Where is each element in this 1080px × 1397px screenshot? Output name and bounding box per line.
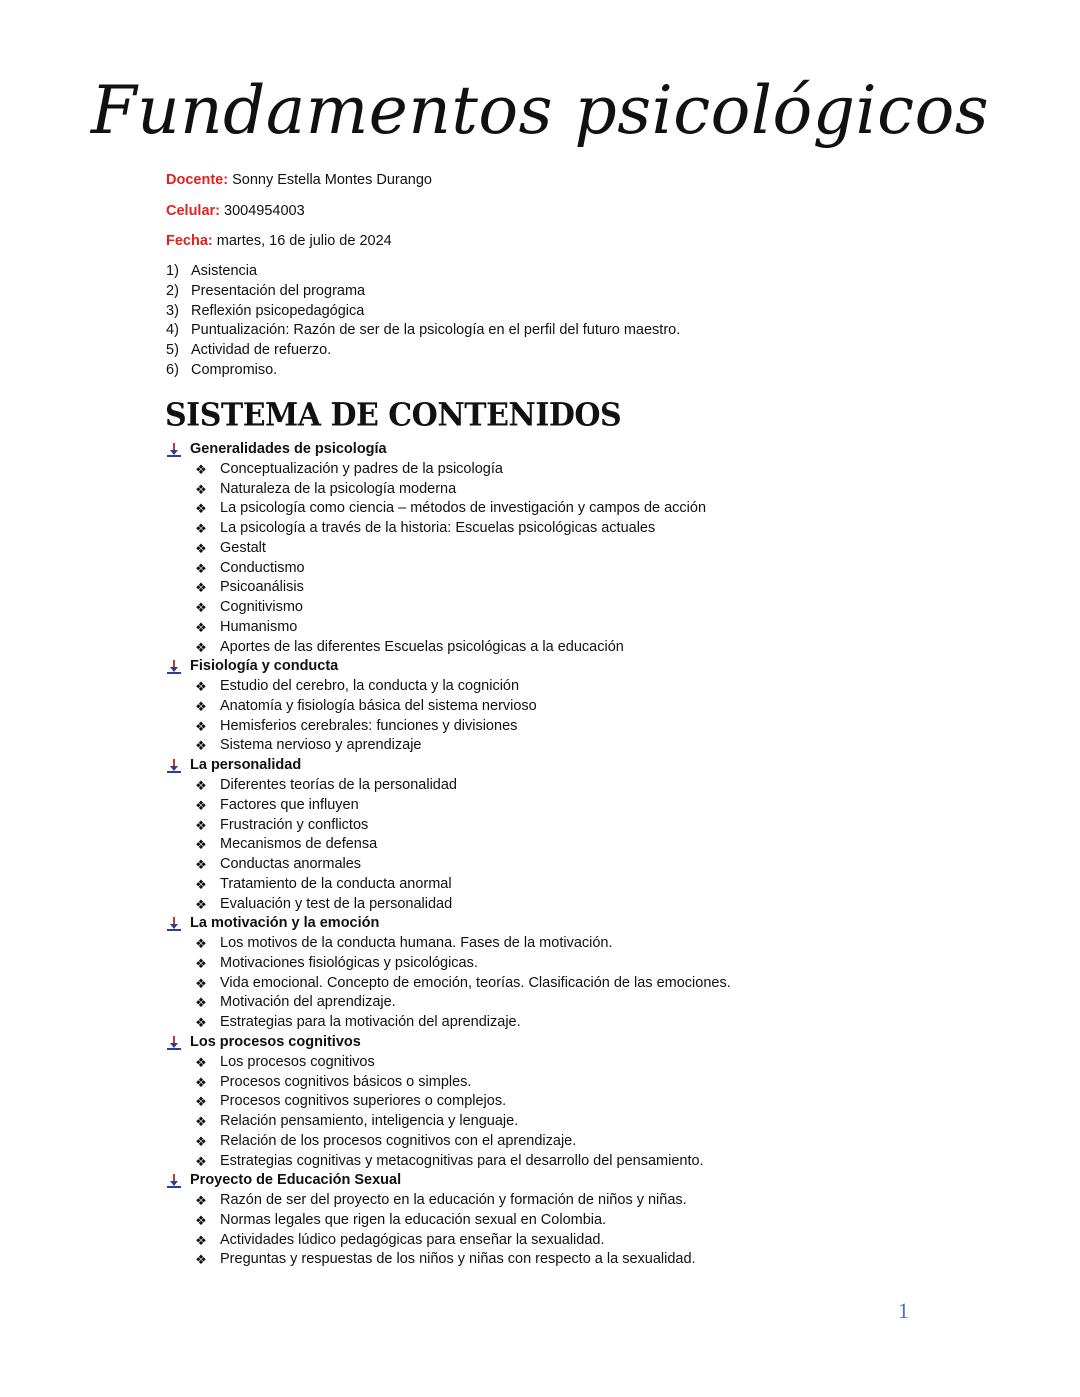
list-item-text: Conductas anormales <box>220 856 362 873</box>
diamond-bullet-icon: ❖ <box>195 501 207 517</box>
topic-title: Proyecto de Educación Sexual <box>190 1172 402 1189</box>
list-item <box>166 1112 926 1132</box>
meta-value: Sonny Estella Montes Durango <box>232 172 432 188</box>
agenda-text: Compromiso. <box>191 361 278 378</box>
agenda-text: Presentación del programa <box>191 282 366 299</box>
diamond-bullet-icon: ❖ <box>195 560 207 576</box>
list-item <box>166 1013 926 1033</box>
list-item-text: Conductismo <box>220 559 305 576</box>
list-item <box>166 1132 926 1152</box>
agenda-number: 3) <box>166 302 179 319</box>
list-item-text: Evaluación y test de la personalidad <box>220 895 453 912</box>
diamond-bullet-icon: ❖ <box>195 995 207 1011</box>
list-item <box>166 559 926 579</box>
diamond-bullet-icon: ❖ <box>195 521 207 537</box>
list-item <box>166 480 926 500</box>
diamond-bullet-icon: ❖ <box>195 1212 207 1228</box>
diamond-bullet-icon: ❖ <box>195 955 207 971</box>
list-item <box>166 1152 926 1172</box>
list-item <box>166 934 926 954</box>
meta-teacher <box>166 170 432 190</box>
list-item <box>166 499 926 519</box>
list-item <box>166 1191 926 1211</box>
list-item-text: Sistema nervioso y aprendizaje <box>220 737 422 754</box>
topic-heading <box>166 1171 926 1191</box>
diamond-bullet-icon: ❖ <box>195 975 207 991</box>
diamond-bullet-icon: ❖ <box>195 1054 207 1070</box>
agenda-item <box>166 282 680 302</box>
diamond-bullet-icon: ❖ <box>195 1015 207 1031</box>
list-item-text: Gestalt <box>220 539 266 556</box>
list-item-text: Preguntas y respuestas de los niños y niñas con respecto a la sexualidad. <box>220 1251 696 1268</box>
list-item-text: Los procesos cognitivos <box>220 1053 375 1070</box>
meta-value: martes, 16 de julio de 2024 <box>216 233 392 249</box>
list-item <box>166 697 926 717</box>
topic-heading <box>166 657 926 677</box>
agenda-number: 1) <box>166 263 179 279</box>
diamond-bullet-icon: ❖ <box>195 600 207 616</box>
agenda-text: Actividad de refuerzo. <box>191 342 332 359</box>
diamond-bullet-icon: ❖ <box>195 698 207 714</box>
list-item-text: Factores que influyen <box>220 796 359 813</box>
list-item <box>166 638 926 658</box>
diamond-bullet-icon: ❖ <box>195 1252 207 1268</box>
page-number: 1 <box>898 1298 909 1323</box>
diamond-bullet-icon: ❖ <box>195 778 207 794</box>
list-item-text: Estudio del cerebro, la conducta y la cognición <box>220 678 520 695</box>
diamond-bullet-icon: ❖ <box>195 1074 207 1090</box>
list-item-text: Normas legales que rigen la educación sexual en Colombia. <box>220 1211 607 1228</box>
list-item-text: Actividades lúdico pedagógicas para enseñar la sexualidad. <box>220 1231 605 1248</box>
list-item <box>166 954 926 974</box>
diamond-bullet-icon: ❖ <box>195 738 207 754</box>
list-item-text: Motivación del aprendizaje. <box>220 994 396 1011</box>
section-title: SISTEMA DE CONTENIDOS <box>165 397 622 434</box>
topic-title: La motivación y la emoción <box>190 915 380 932</box>
list-item-text: Vida emocional. Concepto de emoción, teorías. Clasificación de las emociones. <box>220 974 731 991</box>
list-item-text: Los motivos de la conducta humana. Fases de la motivación. <box>220 935 613 952</box>
list-item-text: Razón de ser del proyecto en la educación y formación de niños y niñas. <box>220 1192 687 1209</box>
list-item-text: Anatomía y fisiología básica del sistema nervioso <box>220 697 537 714</box>
agenda-item <box>166 302 680 322</box>
list-item <box>166 776 926 796</box>
diamond-bullet-icon: ❖ <box>195 896 207 912</box>
list-item-text: Mecanismos de defensa <box>220 836 378 853</box>
list-item <box>166 1073 926 1093</box>
list-item <box>166 1231 926 1251</box>
topic-title: Los procesos cognitivos <box>190 1033 361 1050</box>
topic-title: La personalidad <box>190 757 302 774</box>
list-item-text: Conceptualización y padres de la psicología <box>220 460 503 477</box>
diamond-bullet-icon: ❖ <box>195 1232 207 1248</box>
diamond-bullet-icon: ❖ <box>195 1193 207 1209</box>
list-item-text: Frustración y conflictos <box>220 816 369 833</box>
diamond-bullet-icon: ❖ <box>195 1153 207 1169</box>
list-item <box>166 677 926 697</box>
list-item-text: La psicología a través de la historia: Escuelas psicológicas actuales <box>220 520 656 537</box>
list-item <box>166 460 926 480</box>
diamond-bullet-icon: ❖ <box>195 639 207 655</box>
agenda-text: Puntualización: Razón de ser de la psicología en el perfil del futuro maestro. <box>191 322 681 339</box>
list-item <box>166 835 926 855</box>
list-item <box>166 816 926 836</box>
agenda-number: 2) <box>166 282 179 299</box>
page-title: Fundamentos psicológicos <box>90 72 990 149</box>
meta-value: 3004954003 <box>224 203 305 219</box>
arrow-down-icon <box>166 916 182 932</box>
diamond-bullet-icon: ❖ <box>195 857 207 873</box>
diamond-bullet-icon: ❖ <box>195 679 207 695</box>
list-item <box>166 519 926 539</box>
list-item <box>166 855 926 875</box>
topic-heading <box>166 914 926 934</box>
list-item-text: Psicoanálisis <box>220 579 304 596</box>
list-item <box>166 796 926 816</box>
meta-label: Docente: <box>166 172 229 188</box>
diamond-bullet-icon: ❖ <box>195 1133 207 1149</box>
agenda-item <box>166 341 680 361</box>
list-item <box>166 1053 926 1073</box>
list-item-text: Relación de los procesos cognitivos con el aprendizaje. <box>220 1132 577 1149</box>
diamond-bullet-icon: ❖ <box>195 540 207 556</box>
list-item-text: Aportes de las diferentes Escuelas psicológicas a la educación <box>220 638 624 655</box>
contents-list <box>166 440 926 1270</box>
list-item-text: Diferentes teorías de la personalidad <box>220 777 457 794</box>
list-item <box>166 993 926 1013</box>
list-item <box>166 598 926 618</box>
topic-heading <box>166 756 926 776</box>
list-item <box>166 717 926 737</box>
agenda-item <box>166 361 680 381</box>
arrow-down-icon <box>166 1035 182 1051</box>
list-item <box>166 539 926 559</box>
agenda-item <box>166 262 680 282</box>
arrow-down-icon <box>166 442 182 458</box>
list-item-text: Motivaciones fisiológicas y psicológicas. <box>220 954 478 971</box>
list-item <box>166 895 926 915</box>
list-item <box>166 1211 926 1231</box>
list-item-text: Estrategias para la motivación del aprendizaje. <box>220 1014 521 1031</box>
list-item <box>166 736 926 756</box>
topic-heading <box>166 1033 926 1053</box>
list-item <box>166 1250 926 1270</box>
agenda-number: 6) <box>166 361 179 378</box>
diamond-bullet-icon: ❖ <box>195 936 207 952</box>
list-item-text: Relación pensamiento, inteligencia y lenguaje. <box>220 1113 519 1130</box>
diamond-bullet-icon: ❖ <box>195 1114 207 1130</box>
agenda-text: Reflexión psicopedagógica <box>191 302 365 319</box>
diamond-bullet-icon: ❖ <box>195 1094 207 1110</box>
list-item-text: Procesos cognitivos básicos o simples. <box>220 1073 472 1090</box>
list-item-text: Hemisferios cerebrales: funciones y divisiones <box>220 717 518 734</box>
agenda-number: 5) <box>166 342 179 359</box>
list-item-text: Cognitivismo <box>220 599 303 616</box>
diamond-bullet-icon: ❖ <box>195 876 207 892</box>
agenda-text: Asistencia <box>191 263 258 279</box>
arrow-down-icon <box>166 659 182 675</box>
arrow-down-icon <box>166 1173 182 1189</box>
arrow-down-icon <box>166 758 182 774</box>
meta-label: Celular: <box>166 203 220 219</box>
agenda-item <box>166 321 680 341</box>
list-item-text: Estrategias cognitivas y metacognitivas para el desarrollo del pensamiento. <box>220 1152 704 1169</box>
list-item-text: Humanismo <box>220 618 298 635</box>
agenda-number: 4) <box>166 322 179 339</box>
list-item <box>166 974 926 994</box>
list-item <box>166 875 926 895</box>
list-item <box>166 578 926 598</box>
meta-phone <box>166 201 305 221</box>
agenda-list <box>166 262 680 381</box>
diamond-bullet-icon: ❖ <box>195 580 207 596</box>
diamond-bullet-icon: ❖ <box>195 797 207 813</box>
diamond-bullet-icon: ❖ <box>195 461 207 477</box>
topic-title: Generalidades de psicología <box>190 441 387 457</box>
list-item-text: Naturaleza de la psicología moderna <box>220 480 457 497</box>
list-item <box>166 618 926 638</box>
list-item <box>166 1092 926 1112</box>
diamond-bullet-icon: ❖ <box>195 481 207 497</box>
diamond-bullet-icon: ❖ <box>195 718 207 734</box>
topic-title: Fisiología y conducta <box>190 658 339 675</box>
meta-date <box>166 231 392 251</box>
list-item-text: Procesos cognitivos superiores o complejos. <box>220 1093 507 1110</box>
diamond-bullet-icon: ❖ <box>195 619 207 635</box>
topic-heading <box>166 440 926 460</box>
list-item-text: La psicología como ciencia – métodos de investigación y campos de acción <box>220 500 707 517</box>
meta-label: Fecha: <box>166 233 213 249</box>
list-item-text: Tratamiento de la conducta anormal <box>220 875 452 892</box>
diamond-bullet-icon: ❖ <box>195 837 207 853</box>
diamond-bullet-icon: ❖ <box>195 817 207 833</box>
